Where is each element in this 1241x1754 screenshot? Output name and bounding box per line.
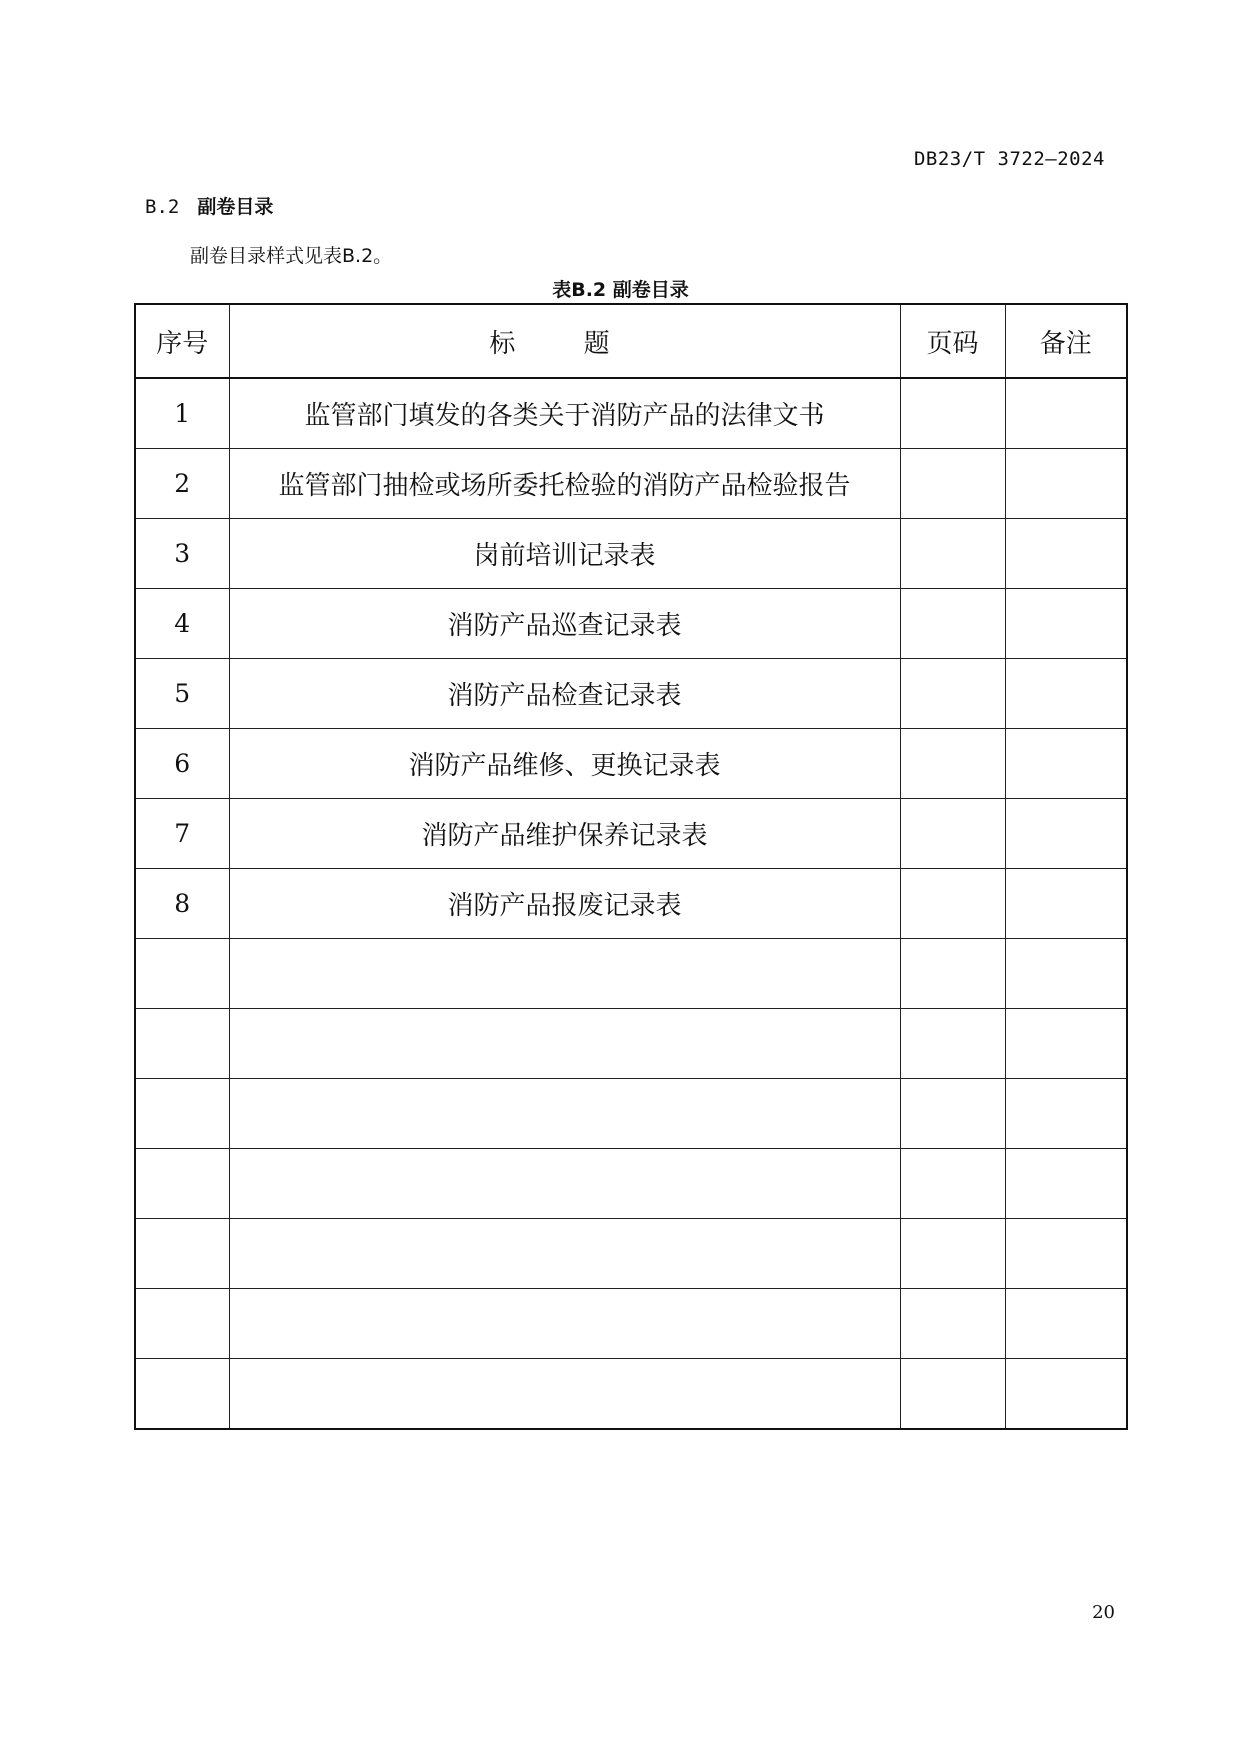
row-title-cell [229,1079,900,1149]
table-row [135,519,1127,589]
table-row [135,939,1127,1009]
row-note-cell [1005,939,1127,1009]
row-note-cell [1005,449,1127,519]
table-row [135,378,1127,449]
row-title-cell: 消防产品巡查记录表 [229,589,900,659]
column-header-no: 序号 [135,304,229,378]
table-row [135,1009,1127,1079]
row-number-cell: 5 [135,659,229,729]
table-row [135,449,1127,519]
row-page-cell [900,659,1005,729]
table-row [135,799,1127,869]
row-title-cell [229,1149,900,1219]
row-page-cell [900,449,1005,519]
table-row [135,729,1127,799]
row-number-cell: 1 [135,378,229,449]
row-note-cell [1005,1009,1127,1079]
row-number-cell: 8 [135,869,229,939]
row-title-cell [229,1289,900,1359]
row-page-cell [900,869,1005,939]
row-number-cell: 2 [135,449,229,519]
table-row [135,1079,1127,1149]
row-number-cell [135,1219,229,1289]
row-number-cell: 4 [135,589,229,659]
row-number-cell: 3 [135,519,229,589]
row-title-cell: 消防产品报废记录表 [229,869,900,939]
row-page-cell [900,1359,1005,1430]
row-title-cell [229,939,900,1009]
row-number-cell [135,939,229,1009]
row-note-cell [1005,378,1127,449]
intro-paragraph: 副卷目录样式见表B.2。 [190,245,393,267]
row-number-cell: 6 [135,729,229,799]
row-note-cell [1005,1289,1127,1359]
row-title-cell: 监管部门填发的各类关于消防产品的法律文书 [229,378,900,449]
supplementary-volume-index-table [134,303,1128,1430]
row-title-cell: 岗前培训记录表 [229,519,900,589]
row-number-cell [135,1079,229,1149]
row-title-cell [229,1009,900,1079]
table-row [135,1219,1127,1289]
row-page-cell [900,729,1005,799]
row-note-cell [1005,799,1127,869]
row-page-cell [900,799,1005,869]
row-title-cell: 消防产品检查记录表 [229,659,900,729]
section-heading [145,192,273,219]
table-row [135,589,1127,659]
table-row [135,1149,1127,1219]
column-header-note: 备注 [1005,304,1127,378]
row-title-cell: 监管部门抽检或场所委托检验的消防产品检验报告 [229,449,900,519]
row-page-cell [900,589,1005,659]
row-note-cell [1005,659,1127,729]
row-title-cell: 消防产品维修、更换记录表 [229,729,900,799]
table-row [135,869,1127,939]
row-title-cell [229,1219,900,1289]
table-row [135,1289,1127,1359]
row-number-cell [135,1149,229,1219]
row-note-cell [1005,519,1127,589]
row-page-cell [900,378,1005,449]
table-header-row [135,304,1127,378]
row-number-cell [135,1009,229,1079]
row-page-cell [900,1149,1005,1219]
row-page-cell [900,1219,1005,1289]
row-page-cell [900,1289,1005,1359]
column-header-title: 标 题 [229,304,900,378]
row-page-cell [900,1079,1005,1149]
row-note-cell [1005,1079,1127,1149]
row-page-cell [900,939,1005,1009]
row-note-cell [1005,1359,1127,1430]
row-note-cell [1005,1219,1127,1289]
table-body [135,378,1127,1429]
table-caption: 表B.2 副卷目录 [552,279,689,301]
section-number: B.2 [145,196,180,218]
row-number-cell: 7 [135,799,229,869]
row-note-cell [1005,869,1127,939]
page-number: 20 [1092,1602,1115,1623]
row-title-cell: 消防产品维护保养记录表 [229,799,900,869]
table-row [135,1359,1127,1430]
row-number-cell [135,1289,229,1359]
row-page-cell [900,519,1005,589]
row-note-cell [1005,589,1127,659]
row-number-cell [135,1359,229,1430]
row-page-cell [900,1009,1005,1079]
table-row [135,659,1127,729]
section-title: 副卷目录 [197,196,274,218]
document-code: DB23/T 3722—2024 [913,148,1105,170]
row-note-cell [1005,1149,1127,1219]
row-title-cell [229,1359,900,1430]
column-header-page: 页码 [900,304,1005,378]
row-note-cell [1005,729,1127,799]
